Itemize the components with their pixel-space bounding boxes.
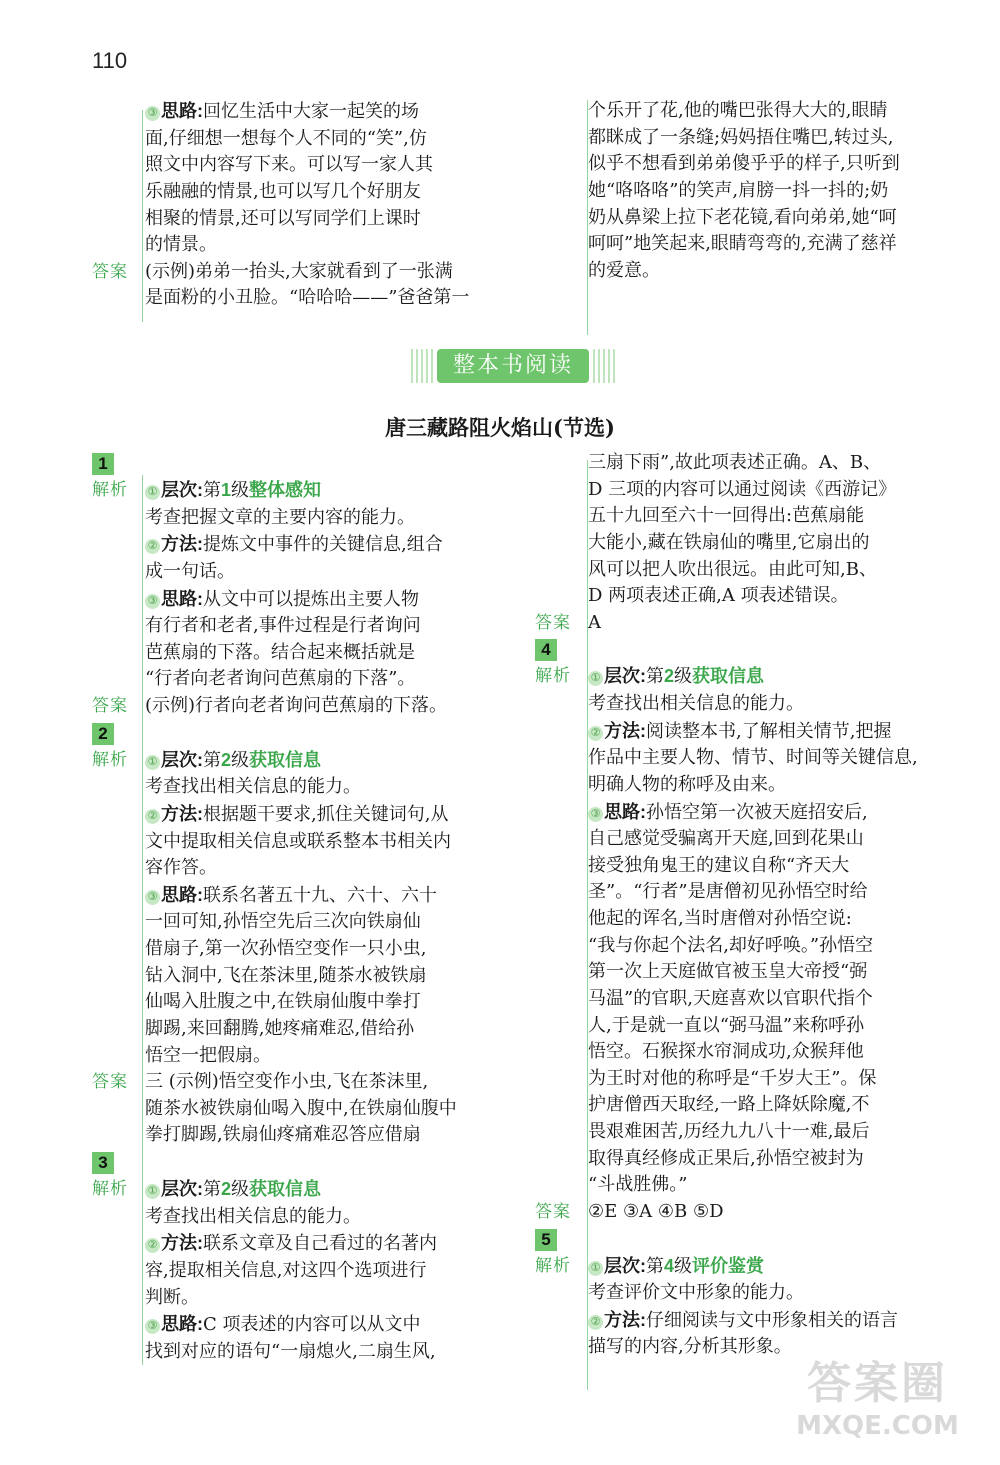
answer-block: 答案 A xyxy=(535,611,601,633)
question-number: 3 xyxy=(92,1152,114,1174)
answer-continuation: 个乐开了花,他的嘴巴张得大大的,眼睛 都眯成了一条缝;妈妈捂住嘴巴,转过头, 似乎不想看到弟弟傻乎乎的样子,只听到 她“咯咯咯”的笑声,肩膀一抖一抖的;奶 奶从鼻梁上拉下老花镜,看向弟弟,她“呵 呵呵”地笑起来,眼睛弯弯的,充满了慈祥 的爱意。 xyxy=(588,100,900,281)
section-banner: 整本书阅读 xyxy=(437,349,589,383)
reading-title: 唐三藏路阻火焰山(节选) xyxy=(385,415,615,440)
analysis-block: 解析 ① 层次:第2级获取信息 考查找出相关信息的能力。 ② 方法:阅读整本书,了解相关情节,把握 作品中主要人物、情节、时间等关键信息, 明确人物的称呼及由来。 ③ 思路:孙悟空第一次被天庭招安后, 自己感觉受骗离开天庭,回到花果山 接受独角鬼王的建议自称“齐天大 圣”。“行者”是唐僧初见孙悟空时给 他起的诨名,当时唐僧对孙悟空说: “我与你起个法名,却好呼唤。”孙悟空 第一次上天庭做官被玉皇大帝授“弼 马温”的官职,天庭喜欢以官职代指个 人,于是就一直以“弼马温”来称呼孙 悟空。石猴探水帘洞成功,众猴拜他 为王时对他的称呼是“千岁大王”。保 护唐僧西天取经,一路上降妖除魔,不 畏艰难困苦,历经九九八十一难,最后 取得真经修成正果后,孙悟空被封为 “斗战胜佛。” xyxy=(535,666,918,1196)
answer-label: 答案 xyxy=(92,261,128,281)
top-right-column xyxy=(535,98,940,284)
banner-decoration xyxy=(411,349,433,383)
page-number: 110 xyxy=(92,48,128,73)
bottom-right-column xyxy=(535,450,940,1361)
banner-decoration xyxy=(593,349,615,383)
analysis-block: 解析 ① 层次:第2级获取信息 考查找出相关信息的能力。 ② 方法:联系文章及自己看过的名著内 容,提取相关信息,对这四个选项进行 判断。 ③ 思路:C 项表述的内容可以从文中 找到对应的语句“一扇熄火,二扇生风, xyxy=(92,1179,437,1362)
answer-block: 答案 ②E ③A ④B ⑤D xyxy=(535,1200,724,1222)
answer-block: 答案 三 (示例)悟空变作小虫,飞在茶沫里, 随茶水被铁扇仙喝入腹中,在铁扇仙腹中 拳打脚踢,铁扇仙疼痛难忍答应借扇 xyxy=(92,1071,457,1146)
question-number: 4 xyxy=(535,639,557,661)
answer-block: 答案 (示例)行者向老者询问芭蕉扇的下落。 xyxy=(92,695,448,716)
top-left-column xyxy=(92,98,497,312)
watermark-logo: 答案圈 MXQE.COM xyxy=(796,1358,959,1441)
question-number: 1 xyxy=(92,453,114,475)
answer-block: 答案 (示例)弟弟一抬头,大家就看到了一张满 是面粉的小丑脸。“哈哈哈——”爸爸第一 xyxy=(92,260,470,309)
question-number: 2 xyxy=(92,723,114,745)
analysis-label: 解析 xyxy=(92,480,128,499)
silu-block: ③ 思路:回忆生活中大家一起笑的场 面,仔细想一想每个人不同的“笑”,仿 照文中内容写下来。可以写一家人其 乐融融的情景,也可以写几个好朋友 相聚的情景,还可以写同学们上课时 的情景。 xyxy=(145,101,433,256)
bottom-left-column xyxy=(92,450,497,1365)
step-marker: ③ xyxy=(145,106,160,121)
analysis-continuation: 三扇下雨”,故此项表述正确。A、B、 D 三项的内容可以通过阅读《西游记》 五十九回至六十一回得出:芭蕉扇能 大能小,藏在铁扇仙的嘴里,它扇出的 风可以把人吹出很远。由此可知,B、 D 两项表述正确,A 项表述错误。 xyxy=(588,452,897,607)
analysis-block: 解析 ① 层次:第1级整体感知 考查把握文章的主要内容的能力。 ② 方法:提炼文中事件的关键信息,组合 成一句话。 ③ 思路:从文中可以提炼出主要人物 有行者和老者,事件过程是行者询问 芭蕉扇的下落。结合起来概括就是 “行者向老者询问芭蕉扇的下落”。 xyxy=(92,477,497,693)
analysis-block: 解析 ① 层次:第4级评价鉴赏 考查评价文中形象的能力。 ② 方法:仔细阅读与文中形象相关的语言 描写的内容,分析其形象。 xyxy=(535,1255,898,1358)
question-number: 5 xyxy=(535,1229,557,1251)
analysis-block: 解析 ① 层次:第2级获取信息 考查找出相关信息的能力。 ② 方法:根据题干要求,抓住关键词句,从 文中提取相关信息或联系整本书相关内 容作答。 ③ 思路:联系名著五十九、六十、六十 一回可知,孙悟空先后三次向铁扇仙 借扇子,第一次孙悟空变作一只小虫, 钻入洞中,飞在茶沫里,随茶水被铁扇 仙喝入肚腹之中,在铁扇仙腹中拳打 脚踢,来回翻腾,她疼痛难忍,借给孙 悟空一把假扇。 xyxy=(92,749,451,1066)
